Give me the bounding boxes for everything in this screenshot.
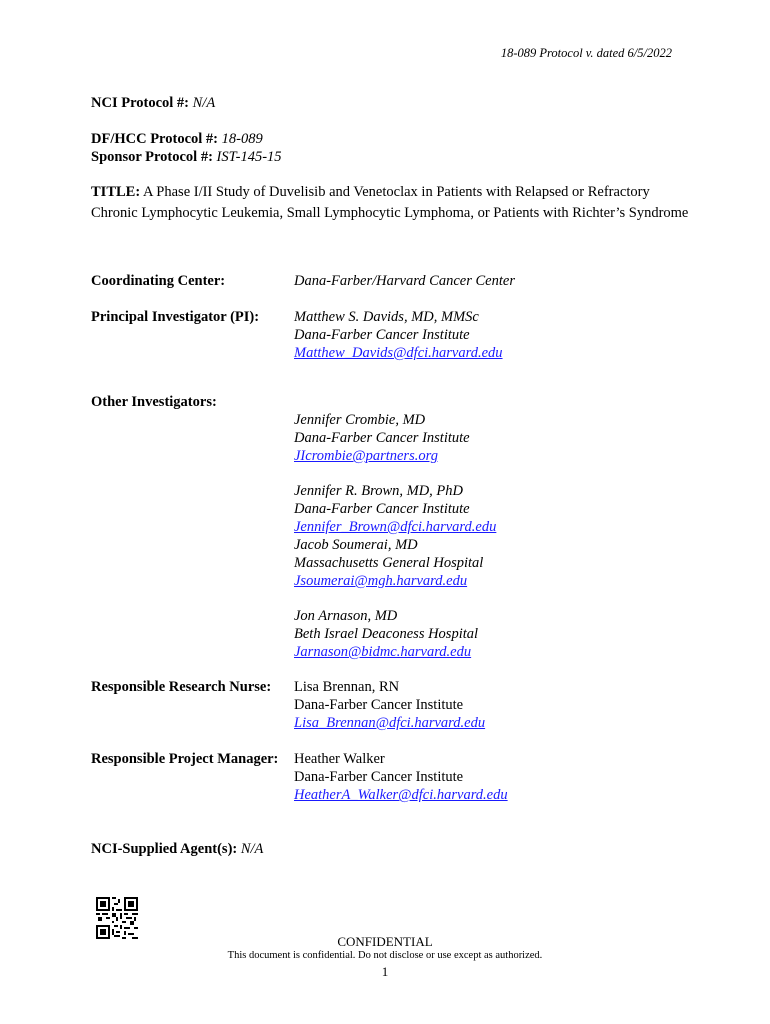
- investigator-name: Jennifer Crombie, MD: [294, 412, 426, 428]
- confidential-notice: This document is confidential. Do not disclose or use except as authorized.: [227, 950, 543, 961]
- project-manager-label: Responsible Project Manager:: [91, 751, 279, 767]
- sponsor-protocol-label: Sponsor Protocol #:: [91, 149, 213, 165]
- investigator-email-link[interactable]: Jarnason@bidmc.harvard.edu: [294, 644, 472, 660]
- nci-agents-value: N/A: [240, 841, 264, 857]
- qr-code-icon: [96, 897, 138, 939]
- investigator-institution: Dana-Farber Cancer Institute: [294, 430, 470, 446]
- investigator-institution: Dana-Farber Cancer Institute: [294, 501, 470, 517]
- nci-protocol-label: NCI Protocol #:: [91, 95, 189, 111]
- title-text: A Phase I/II Study of Duvelisib and Venetoclax in Patients with Relapsed or Refractory Chronic Lymphocytic Leukemia, Small Lymphocytic Lymphoma, or Patients with Richter’s Syndrome: [91, 184, 689, 221]
- project-manager-name: Heather Walker: [294, 751, 385, 767]
- nci-protocol-value: N/A: [192, 95, 216, 111]
- investigator-email-link[interactable]: JIcrombie@partners.org: [294, 448, 438, 464]
- research-nurse-label: Responsible Research Nurse:: [91, 679, 272, 695]
- investigator-email-link[interactable]: Jsoumerai@mgh.harvard.edu: [294, 573, 468, 589]
- title-label: TITLE:: [91, 184, 141, 200]
- coordinating-center-label: Coordinating Center:: [91, 273, 226, 289]
- investigator-name: Jon Arnason, MD: [294, 608, 398, 624]
- other-investigators-label: Other Investigators:: [91, 394, 217, 410]
- investigator-institution: Beth Israel Deaconess Hospital: [294, 626, 479, 642]
- project-manager-email-link[interactable]: HeatherA_Walker@dfci.harvard.edu: [294, 787, 508, 803]
- dfhcc-protocol-label: DF/HCC Protocol #:: [91, 131, 218, 147]
- investigator-name: Jacob Soumerai, MD: [294, 537, 418, 553]
- nci-protocol-line: [91, 95, 215, 112]
- study-title: [91, 182, 691, 224]
- pi-name: Matthew S. Davids, MD, MMSc: [294, 309, 479, 325]
- page-number: 1: [381, 964, 389, 979]
- pi-email-link[interactable]: Matthew_Davids@dfci.harvard.edu: [294, 345, 503, 361]
- sponsor-protocol-value: IST-145-15: [216, 149, 282, 165]
- pi-label: Principal Investigator (PI):: [91, 309, 260, 325]
- dfhcc-protocol-line: [91, 131, 263, 148]
- sponsor-protocol-line: [91, 149, 282, 166]
- nci-agents-line: [91, 841, 263, 858]
- dfhcc-protocol-value: 18-089: [221, 131, 263, 147]
- investigator-email-link[interactable]: Jennifer_Brown@dfci.harvard.edu: [294, 519, 497, 535]
- investigator-name: Jennifer R. Brown, MD, PhD: [294, 483, 464, 499]
- research-nurse-name: Lisa Brennan, RN: [294, 679, 400, 695]
- research-nurse-institution: Dana-Farber Cancer Institute: [294, 697, 464, 713]
- research-nurse-email-link[interactable]: Lisa_Brennan@dfci.harvard.edu: [294, 715, 486, 731]
- protocol-version-header: 18-089 Protocol v. dated 6/5/2022: [500, 46, 672, 60]
- nci-agents-label: NCI-Supplied Agent(s):: [91, 841, 238, 857]
- pi-institution: Dana-Farber Cancer Institute: [294, 327, 470, 343]
- project-manager-institution: Dana-Farber Cancer Institute: [294, 769, 464, 785]
- coordinating-center-value: Dana-Farber/Harvard Cancer Center: [294, 273, 515, 289]
- confidential-label: CONFIDENTIAL: [337, 934, 433, 949]
- investigator-institution: Massachusetts General Hospital: [294, 555, 484, 571]
